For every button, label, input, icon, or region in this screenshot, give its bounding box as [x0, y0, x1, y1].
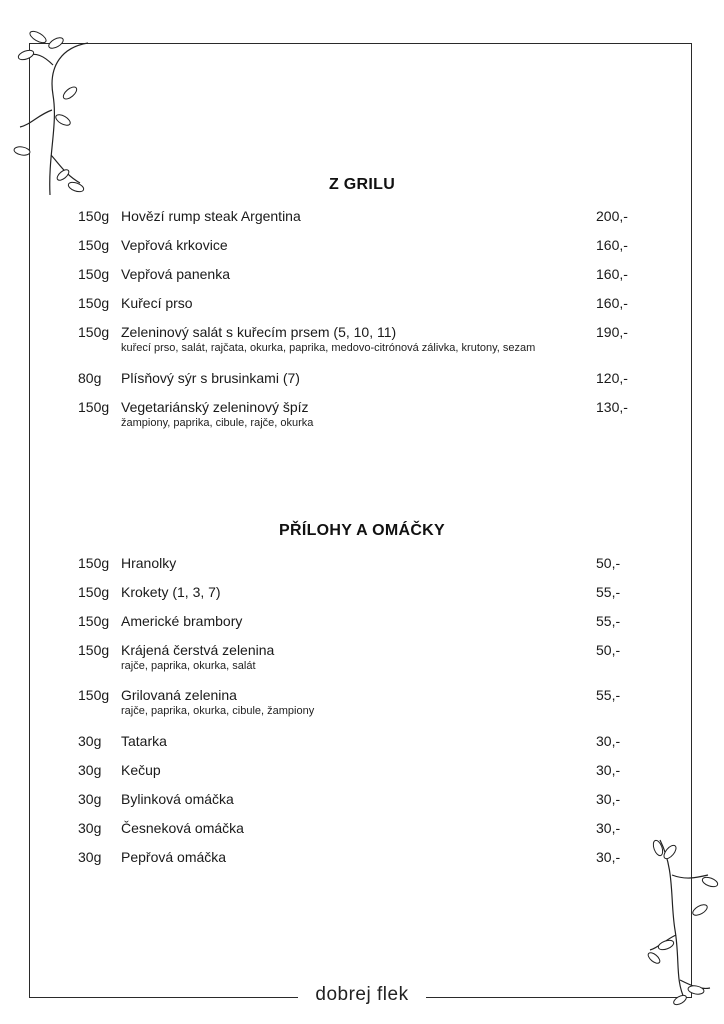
item-weight: 150g: [78, 613, 110, 629]
item-price: 55,-: [596, 584, 621, 600]
item-weight: 150g: [78, 399, 110, 415]
item-weight: 150g: [78, 642, 110, 658]
item-weight: 30g: [78, 762, 102, 778]
item-description: žampiony, paprika, cibule, rajče, okurka: [121, 417, 314, 429]
item-name: Hovězí rump steak Argentina: [121, 208, 301, 224]
item-name: Krájená čerstvá zelenina: [121, 642, 275, 658]
item-price: 200,-: [596, 208, 628, 224]
item-weight: 150g: [78, 208, 110, 224]
item-price: 190,-: [596, 324, 628, 340]
item-description: rajče, paprika, okurka, salát: [121, 660, 256, 672]
item-name: Hranolky: [121, 555, 177, 571]
item-name: Bylinková omáčka: [121, 791, 234, 807]
item-price: 55,-: [596, 687, 621, 703]
item-price: 160,-: [596, 295, 628, 311]
item-weight: 30g: [78, 820, 102, 836]
vine-bottom-right-icon: [640, 830, 724, 1010]
item-weight: 80g: [78, 370, 102, 386]
item-weight: 150g: [78, 266, 110, 282]
item-weight: 150g: [78, 687, 110, 703]
item-name: Tatarka: [121, 733, 167, 749]
item-name: Kuřecí prso: [121, 295, 193, 311]
item-weight: 150g: [78, 324, 110, 340]
brand-name: dobrej flek: [315, 984, 409, 1005]
item-price: 30,-: [596, 733, 621, 749]
item-price: 30,-: [596, 762, 621, 778]
item-description: rajče, paprika, okurka, cibule, žampiony: [121, 705, 315, 717]
item-name: Vepřová krkovice: [121, 237, 228, 253]
item-weight: 150g: [78, 584, 110, 600]
item-weight: 150g: [78, 237, 110, 253]
item-price: 130,-: [596, 399, 628, 415]
item-name: Pepřová omáčka: [121, 849, 227, 865]
item-price: 120,-: [596, 370, 628, 386]
section-title-sides: PŘÍLOHY A OMÁČKY: [279, 522, 445, 539]
item-weight: 150g: [78, 555, 110, 571]
item-price: 50,-: [596, 642, 621, 658]
item-price: 30,-: [596, 849, 621, 865]
item-weight: 30g: [78, 849, 102, 865]
item-name: Česneková omáčka: [121, 820, 244, 836]
item-price: 30,-: [596, 791, 621, 807]
section-title-grill: Z GRILU: [328, 176, 396, 193]
item-weight: 30g: [78, 791, 102, 807]
item-name: Americké brambory: [121, 613, 243, 629]
item-name: Kečup: [121, 762, 161, 778]
item-weight: 30g: [78, 733, 102, 749]
item-price: 50,-: [596, 555, 621, 571]
item-weight: 150g: [78, 295, 110, 311]
item-price: 160,-: [596, 237, 628, 253]
item-name: Vepřová panenka: [121, 266, 230, 282]
item-price: 160,-: [596, 266, 628, 282]
item-price: 30,-: [596, 820, 621, 836]
item-name: Vegetariánský zeleninový špíz: [121, 399, 309, 415]
item-name: Krokety (1, 3, 7): [121, 584, 221, 600]
item-price: 55,-: [596, 613, 621, 629]
item-name: Plísňový sýr s brusinkami (7): [121, 370, 300, 386]
item-description: kuřecí prso, salát, rajčata, okurka, paprika, medovo-citrónová zálivka, krutony, sezam: [121, 342, 536, 354]
item-name: Zeleninový salát s kuřecím prsem (5, 10, 11): [121, 324, 397, 340]
item-name: Grilovaná zelenina: [121, 687, 237, 703]
